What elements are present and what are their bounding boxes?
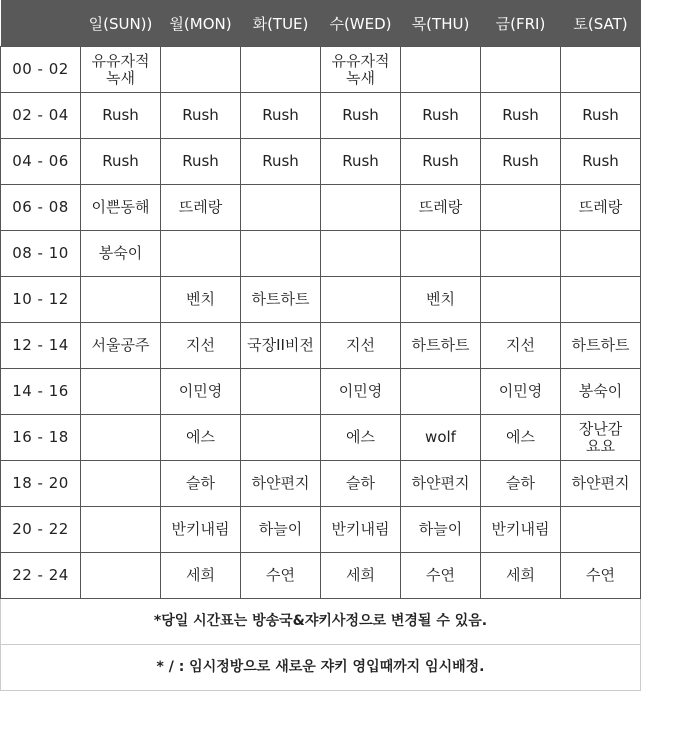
schedule-cell-wed: 에스	[321, 415, 401, 461]
time-slot-label: 10 - 12	[1, 277, 81, 323]
schedule-cell-mon: 벤치	[161, 277, 241, 323]
note-temporary-assignment: * / : 임시정방으로 새로운 쟈키 영입때까지 임시배정.	[1, 645, 641, 691]
schedule-cell-thu	[401, 231, 481, 277]
header-day-thu: 목(THU)	[401, 0, 481, 47]
schedule-cell-mon: 세희	[161, 553, 241, 599]
schedule-cell-thu	[401, 47, 481, 93]
time-slot-label: 22 - 24	[1, 553, 81, 599]
header-row	[1, 0, 641, 47]
schedule-row	[1, 139, 641, 185]
schedule-row	[1, 415, 641, 461]
header-day-wed: 수(WED)	[321, 0, 401, 47]
time-slot-label: 02 - 04	[1, 93, 81, 139]
schedule-cell-tue	[241, 415, 321, 461]
note-schedule-change: *당일 시간표는 방송국&쟈키사정으로 변경될 수 있음.	[1, 599, 641, 645]
schedule-cell-wed: 반키내림	[321, 507, 401, 553]
schedule-cell-sat: Rush	[561, 93, 641, 139]
schedule-cell-sat: Rush	[561, 139, 641, 185]
header-day-sun: 일(SUN))	[81, 0, 161, 47]
schedule-cell-thu: Rush	[401, 139, 481, 185]
time-slot-label: 08 - 10	[1, 231, 81, 277]
schedule-row	[1, 185, 641, 231]
time-slot-label: 14 - 16	[1, 369, 81, 415]
schedule-cell-sun: 서울공주	[81, 323, 161, 369]
schedule-cell-mon: 이민영	[161, 369, 241, 415]
schedule-cell-tue	[241, 47, 321, 93]
schedule-row	[1, 369, 641, 415]
schedule-cell-sun	[81, 277, 161, 323]
schedule-cell-fri	[481, 277, 561, 323]
schedule-row	[1, 323, 641, 369]
schedule-cell-wed: 세희	[321, 553, 401, 599]
schedule-cell-thu: 뜨레랑	[401, 185, 481, 231]
schedule-cell-sun	[81, 553, 161, 599]
schedule-row	[1, 507, 641, 553]
schedule-cell-sun: Rush	[81, 139, 161, 185]
time-slot-label: 16 - 18	[1, 415, 81, 461]
schedule-cell-thu: Rush	[401, 93, 481, 139]
schedule-cell-tue: 하트하트	[241, 277, 321, 323]
header-day-tue: 화(TUE)	[241, 0, 321, 47]
schedule-cell-mon: 반키내림	[161, 507, 241, 553]
schedule-cell-fri: 이민영	[481, 369, 561, 415]
schedule-cell-thu	[401, 369, 481, 415]
time-slot-label: 06 - 08	[1, 185, 81, 231]
schedule-cell-sun	[81, 369, 161, 415]
schedule-cell-sat	[561, 507, 641, 553]
schedule-cell-fri: Rush	[481, 93, 561, 139]
time-slot-label: 04 - 06	[1, 139, 81, 185]
schedule-row	[1, 553, 641, 599]
schedule-cell-tue: 하얀편지	[241, 461, 321, 507]
schedule-cell-mon: Rush	[161, 139, 241, 185]
time-slot-label: 12 - 14	[1, 323, 81, 369]
time-slot-label: 00 - 02	[1, 47, 81, 93]
schedule-cell-fri: 세희	[481, 553, 561, 599]
schedule-cell-mon: 에스	[161, 415, 241, 461]
schedule-cell-thu: 벤치	[401, 277, 481, 323]
schedule-cell-tue: 수연	[241, 553, 321, 599]
schedule-row	[1, 231, 641, 277]
time-slot-label: 18 - 20	[1, 461, 81, 507]
schedule-cell-thu: 하얀편지	[401, 461, 481, 507]
header-day-fri: 금(FRI)	[481, 0, 561, 47]
schedule-cell-thu: 하트하트	[401, 323, 481, 369]
schedule-cell-wed: 이민영	[321, 369, 401, 415]
schedule-cell-sun: 이쁜동해	[81, 185, 161, 231]
schedule-cell-mon: 지선	[161, 323, 241, 369]
schedule-row	[1, 47, 641, 93]
schedule-cell-wed	[321, 277, 401, 323]
schedule-cell-thu: 하늘이	[401, 507, 481, 553]
schedule-cell-sat	[561, 277, 641, 323]
schedule-cell-sat	[561, 47, 641, 93]
schedule-body	[1, 47, 641, 599]
schedule-cell-sat: 장난감 요요	[561, 415, 641, 461]
schedule-cell-wed	[321, 231, 401, 277]
schedule-cell-sat	[561, 231, 641, 277]
schedule-cell-tue: 국장II비전	[241, 323, 321, 369]
schedule-cell-sun	[81, 461, 161, 507]
schedule-row	[1, 277, 641, 323]
schedule-cell-sat: 하트하트	[561, 323, 641, 369]
schedule-cell-sun: 유유자적 녹새	[81, 47, 161, 93]
header-time	[1, 0, 81, 47]
schedule-cell-tue	[241, 369, 321, 415]
schedule-cell-mon: 슬하	[161, 461, 241, 507]
schedule-cell-mon: 뜨레랑	[161, 185, 241, 231]
schedule-cell-sun: Rush	[81, 93, 161, 139]
schedule-cell-wed: 유유자적 녹새	[321, 47, 401, 93]
schedule-cell-sat: 하얀편지	[561, 461, 641, 507]
schedule-cell-sat: 수연	[561, 553, 641, 599]
schedule-cell-thu: wolf	[401, 415, 481, 461]
schedule-cell-wed: 슬하	[321, 461, 401, 507]
schedule-cell-mon	[161, 231, 241, 277]
schedule-cell-fri: 반키내림	[481, 507, 561, 553]
schedule-cell-fri: 슬하	[481, 461, 561, 507]
schedule-cell-fri: 에스	[481, 415, 561, 461]
schedule-cell-mon	[161, 47, 241, 93]
header-day-mon: 월(MON)	[161, 0, 241, 47]
schedule-row	[1, 93, 641, 139]
schedule-cell-tue	[241, 231, 321, 277]
schedule-cell-fri	[481, 231, 561, 277]
schedule-cell-sat: 뜨레랑	[561, 185, 641, 231]
schedule-row	[1, 461, 641, 507]
schedule-cell-tue: Rush	[241, 139, 321, 185]
schedule-cell-fri	[481, 185, 561, 231]
schedule-cell-wed: Rush	[321, 139, 401, 185]
schedule-cell-mon: Rush	[161, 93, 241, 139]
schedule-cell-fri: Rush	[481, 139, 561, 185]
schedule-cell-tue	[241, 185, 321, 231]
time-slot-label: 20 - 22	[1, 507, 81, 553]
schedule-cell-wed	[321, 185, 401, 231]
schedule-cell-sun	[81, 415, 161, 461]
schedule-cell-wed: 지선	[321, 323, 401, 369]
schedule-cell-wed: Rush	[321, 93, 401, 139]
note-row	[1, 645, 641, 691]
note-row	[1, 599, 641, 645]
schedule-cell-fri: 지선	[481, 323, 561, 369]
schedule-cell-tue: 하늘이	[241, 507, 321, 553]
schedule-cell-sun: 봉숙이	[81, 231, 161, 277]
schedule-cell-thu: 수연	[401, 553, 481, 599]
schedule-cell-sat: 봉숙이	[561, 369, 641, 415]
schedule-cell-sun	[81, 507, 161, 553]
header-day-sat: 토(SAT)	[561, 0, 641, 47]
schedule-cell-fri	[481, 47, 561, 93]
schedule-cell-tue: Rush	[241, 93, 321, 139]
